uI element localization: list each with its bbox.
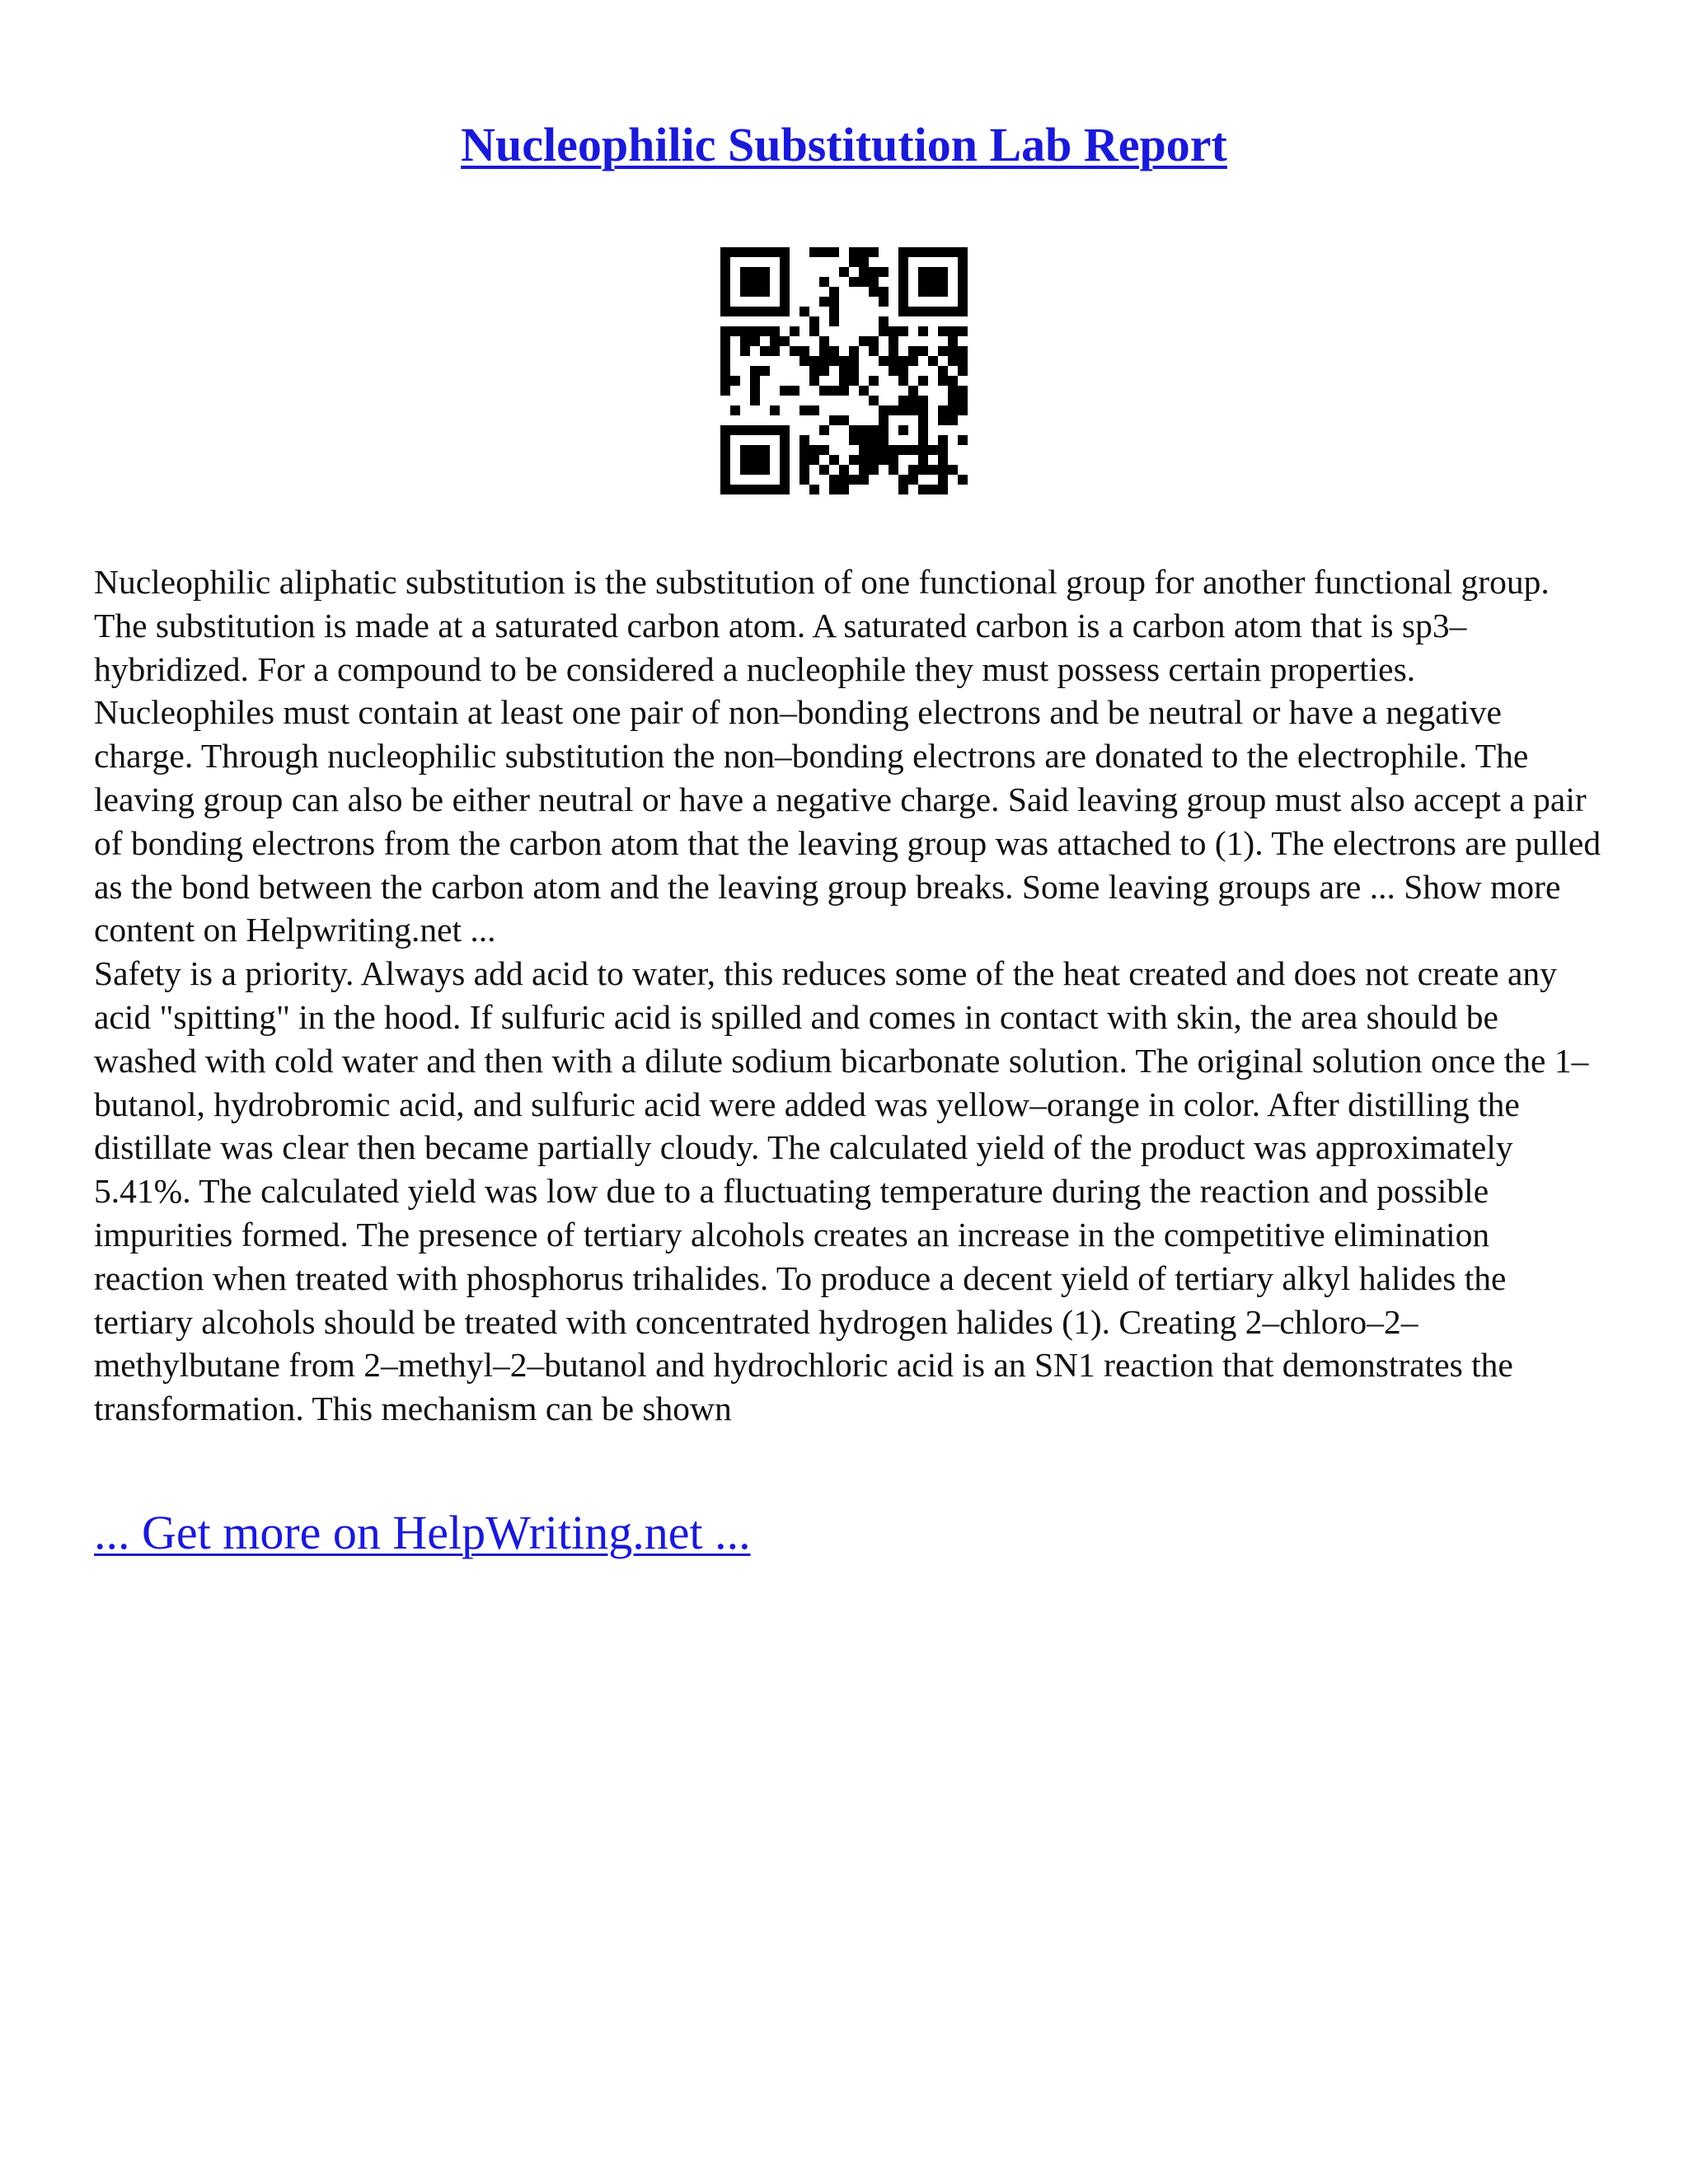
body-text xyxy=(94,560,1602,1431)
paragraph-intro: Nucleophilic aliphatic substitution is the substitution of one functional group for another functional group. The substitution is made at a saturated carbon atom. A saturated carbon is a carbon atom that is sp3–hybridized. For a compound to be considered a nucleophile they must possess certain properties. Nucleophiles must contain at least one pair of non–bonding electrons and be neutral or have a negative charge. Through nucleophilic substitution the non–bonding electrons are donated to the electrophile. The leaving group can also be either neutral or have a negative charge. Said leaving group must also accept a pair of bonding electrons from the carbon atom that the leaving group was attached to (1). The electrons are pulled as the bond between the carbon atom and the leaving group breaks. Some leaving groups are ... Show more content on Helpwriting.net ... xyxy=(94,563,1601,949)
get-more-link[interactable]: ... Get more on HelpWriting.net ... xyxy=(94,1506,751,1559)
title-link[interactable]: Nucleophilic Substitution Lab Report xyxy=(461,118,1227,171)
get-more-link-wrapper xyxy=(94,1500,751,1566)
qr-code-icon xyxy=(720,247,968,494)
page-title xyxy=(0,112,1688,178)
paragraph-safety: Safety is a priority. Always add acid to water, this reduces some of the heat created and does not create any acid "spitting" in the hood. If sulfuric acid is spilled and comes in contact with skin, the area should be washed with cold water and then with a dilute sodium bicarbonate solution. The original solution once the 1–butanol, hydrobromic acid, and sulfuric acid were added was yellow–orange in color. After distilling the distillate was clear then became partially cloudy. The calculated yield of the product was approximately 5.41%. The calculated yield was low due to a fluctuating temperature during the reaction and possible impurities formed. The presence of tertiary alcohols creates an increase in the competitive elimination reaction when treated with phosphorus trihalides. To produce a decent yield of tertiary alkyl halides the tertiary alcohols should be treated with concentrated hydrogen halides (1). Creating 2–chloro–2–methylbutane from 2–methyl–2–butanol and hydrochloric acid is an SN1 reaction that demonstrates the transformation. This mechanism can be shown xyxy=(94,954,1589,1428)
